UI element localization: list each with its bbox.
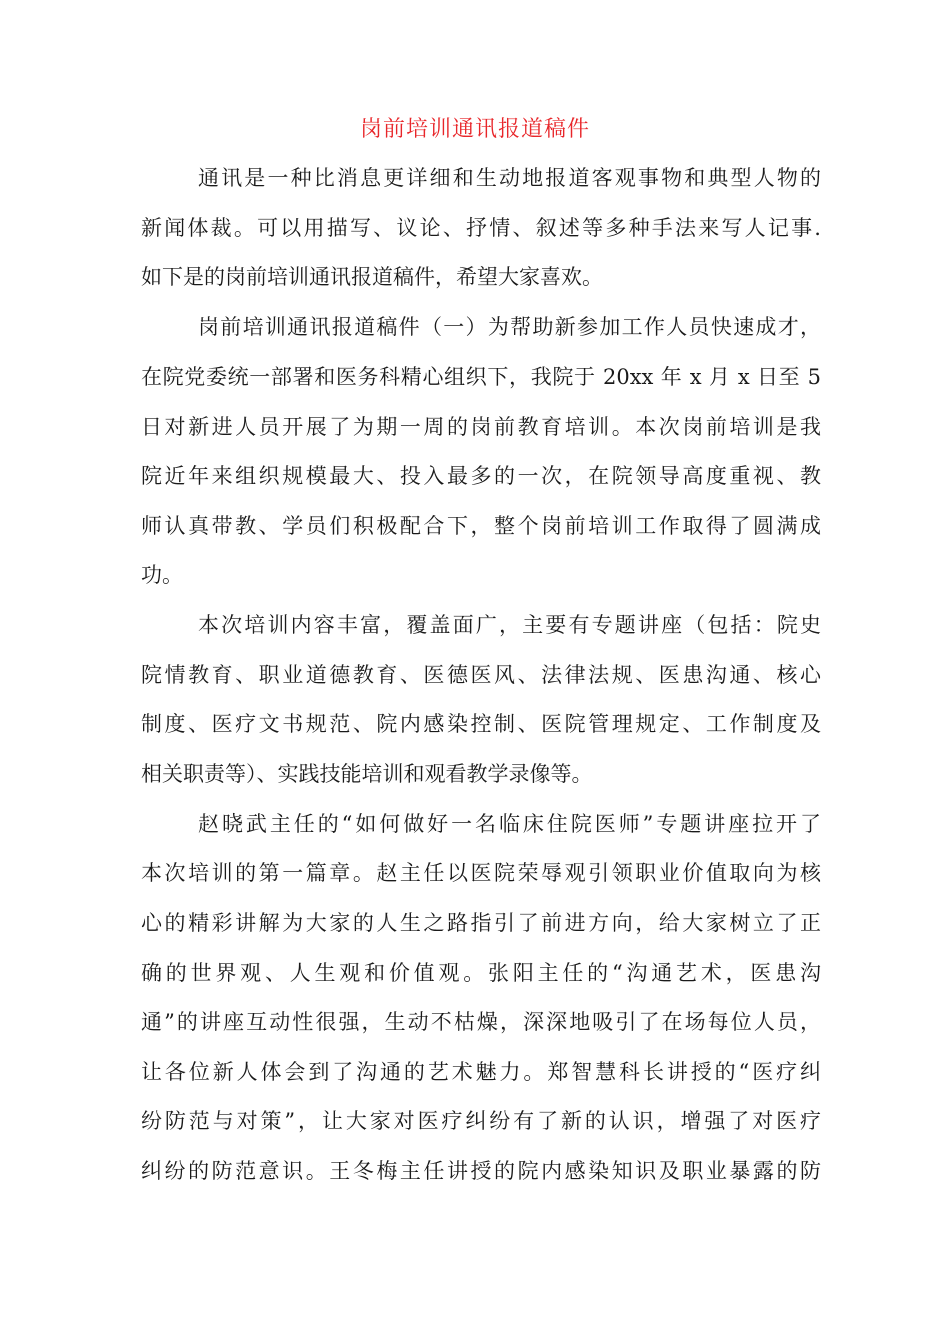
paragraph-4-line-7: 纷防范与对策”，让大家对医疗纠纷有了新的认识，增强了对医疗 (141, 1109, 821, 1133)
paragraph-4-line-2: 本次培训的第一篇章。赵主任以医院荣辱观引领职业价值取向为核 (141, 861, 821, 885)
paragraph-1-line-2: 新闻体裁。可以用描写、议论、抒情、叙述等多种手法来写人记事. (141, 216, 821, 240)
paragraph-3-line-4: 相关职责等）、实践技能培训和观看教学录像等。 (141, 762, 593, 786)
paragraph-4-line-4: 确的世界观、人生观和价值观。张阳主任的“沟通艺术，医患沟 (141, 961, 821, 985)
paragraph-4-line-3: 心的精彩讲解为大家的人生之路指引了前进方向，给大家树立了正 (141, 911, 821, 935)
paragraph-2-line-6: 功。 (141, 563, 183, 587)
paragraph-4-line-5: 通”的讲座互动性很强，生动不枯燥，深深地吸引了在场每位人员， (141, 1010, 821, 1034)
paragraph-2-line-5: 师认真带教、学员们积极配合下，整个岗前培训工作取得了圆满成 (141, 514, 821, 538)
paragraph-2-line-2: 在院党委统一部署和医务科精心组织下，我院于 20xx 年 x 月 x 日至 5 (141, 365, 821, 389)
paragraph-4-line-1: 赵晓武主任的“如何做好一名临床住院医师”专题讲座拉开了 (198, 812, 821, 836)
paragraph-4-line-6: 让各位新人体会到了沟通的艺术魅力。郑智慧科长讲授的“医疗纠 (141, 1060, 821, 1084)
paragraph-3-line-3: 制度、医疗文书规范、院内感染控制、医院管理规定、工作制度及 (141, 712, 821, 736)
paragraph-2-line-4: 院近年来组织规模最大、投入最多的一次，在院领导高度重视、教 (141, 464, 821, 488)
paragraph-3-line-2: 院情教育、职业道德教育、医德医风、法律法规、医患沟通、核心 (141, 663, 821, 687)
paragraph-4-line-8: 纠纷的防范意识。王冬梅主任讲授的院内感染知识及职业暴露的防 (141, 1159, 821, 1183)
paragraph-1-line-1: 通讯是一种比消息更详细和生动地报道客观事物和典型人物的 (198, 166, 821, 190)
paragraph-2-line-3: 日对新进人员开展了为期一周的岗前教育培训。本次岗前培训是我 (141, 415, 821, 439)
paragraph-1-line-3: 如下是的岗前培训通讯报道稿件，希望大家喜欢。 (141, 265, 603, 289)
document-title: 岗前培训通讯报道稿件 (359, 117, 590, 142)
paragraph-2-line-1: 岗前培训通讯报道稿件（一）为帮助新参加工作人员快速成才， (198, 315, 821, 339)
paragraph-3-line-1: 本次培训内容丰富，覆盖面广，主要有专题讲座（包括：院史 (198, 613, 821, 637)
